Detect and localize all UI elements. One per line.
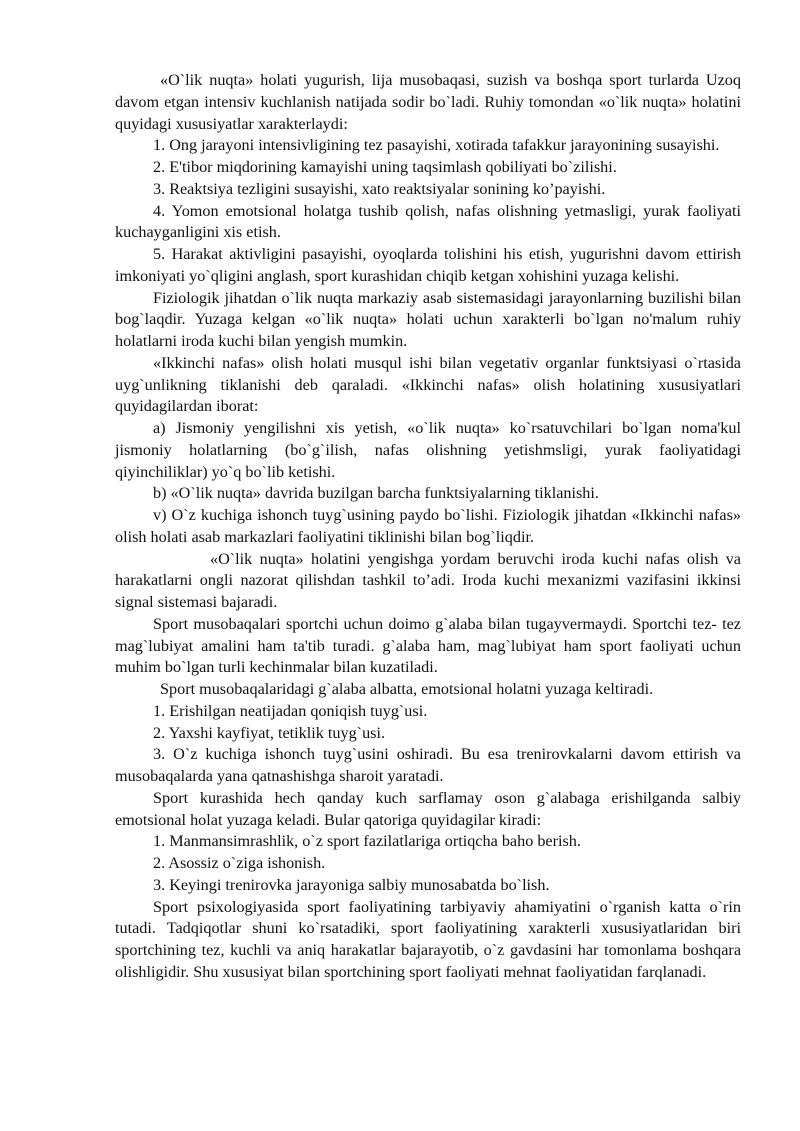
list-item-1: 1. Manmansimrashlik, o`z sport fazilatlariga ortiqcha baho berish. [153, 832, 581, 851]
paragraph-ikkinchi-nafas: «Ikkinchi nafas» olish holati musqul ishi bilan vegetativ organlar funktsiyasi o`rtasida uyg`unlikning tiklanishi deb qaraladi. «Ikkinchi nafas» olish holatining xususiyatlari quyidagilardan iborat: [115, 353, 741, 416]
list-item-a: a) Jismoniy yengilishni xis yetish, «o`lik nuqta» ko`rsatuvchilari bo`lgan noma'kul jismoniy holatlarning (bo`g`ilish, nafas olishning yetishmsligi, yurak faoliyatidagi qiyinchiliklar) yo`q bo`lib ketishi. [115, 419, 741, 481]
list-item-b: b) «O`lik nuqta» davrida buzilgan barcha funktsiyalarning tiklanishi. [153, 484, 599, 503]
paragraph-sport-psixologiyasi: Sport psixologiyasida sport faoliyatining tarbiyaviy ahamiyatini o`rganish katta o`rin tutadi. Tadqiqotlar shuni ko`rsatadiki, sport faoliyatining xarakterli xususiyatlaridan biri sportchining tez, kuchli va aniq harakatlar bajarayotib, o`z gavdasini har tomonlama boshqara olishligidir. Shu xususiyat bilan sportchining sport faoliyati mehnat faoliyatidan farqlanadi. [115, 897, 741, 981]
list-item-3: 3. Reaktsiya tezligini susayishi, xato reaktsiyalar sonining ko’payishi. [153, 179, 606, 198]
paragraph-galaba: Sport musobaqalaridagi g`alaba albatta, emotsional holatni yuzaga keltiradi. [160, 680, 654, 698]
paragraph-salbiy-holat: Sport kurashida hech qanday kuch sarflamay oson g`alabaga erishilganda salbiy emotsional holat yuzaga keladi. Bular qatoriga quyidagilar kiradi: [115, 788, 741, 829]
list-item-5: 5. Harakat aktivligini pasayishi, oyoqlarda tolishini his etish, yugurishni davom ettirish imkoniyati yo`qligini anglash, sport kurashidan chiqib ketgan xohishini yuzaga kelishi. [115, 245, 741, 285]
document-page [115, 70, 741, 984]
list-item-1: 1. Ong jarayoni intensivligining tez pasayishi, xotirada tafakkur jarayonining susayishi. [153, 136, 720, 155]
paragraph-iroda-kuchi: «O`lik nuqta» holatini yengishga yordam beruvchi iroda kuchi nafas olish va harakatlarni ongli nazorat qilishdan tashkil to’adi. Iroda kuchi mexanizmi vazifasini ikkinsi signal sistemasi bajaradi. [115, 549, 741, 611]
list-item-2: 2. Asossiz o`ziga ishonish. [153, 854, 326, 872]
list-item-1: 1. Erishilgan neatijadan qoniqish tuyg`usi. [153, 701, 428, 720]
list-item-2: 2. Yaxshi kayfiyat, tetiklik tuyg`usi. [153, 723, 386, 742]
list-item-2: 2. E'tibor miqdorining kamayishi uning taqsimlash qobiliyati bo`zilishi. [153, 158, 617, 176]
paragraph-sport-musobaqalari: Sport musobaqalari sportchi uchun doimo g`alaba bilan tugayvermaydi. Sportchi tez- tez mag`lubiyat amalini ham ta'tib turadi. g`alaba ham, mag`lubiyat ham sport faoliyati uchun muhim bo`lgan turli kechinmalar bilan kuzatiladi. [115, 614, 741, 677]
paragraph-olik-nuqta-intro: «O`lik nuqta» holati yugurish, lija musobaqasi, suzish va boshqa sport turlarda Uzoq davom etgan intensiv kuchlanish natijada sodir bo`ladi. Ruhiy tomondan «o`lik nuqta» holatini quyidagi xususiyatlar xarakterlaydi: [115, 71, 741, 133]
list-item-v: v) O`z kuchiga ishonch tuyg`usining paydo bo`lishi. Fiziologik jihatdan «Ikkinchi nafas» olish holati asab markazlari faoliyatini tiklinishi bilan bog`liqdir. [115, 506, 741, 546]
list-item-3: 3. O`z kuchiga ishonch tuyg`usini oshiradi. Bu esa trenirovkalarni davom ettirish va musobaqalarda yana qatnashishga sharoit yaratadi. [115, 745, 741, 785]
paragraph-fiziologik: Fiziologik jihatdan o`lik nuqta markaziy asab sistemasidagi jarayonlarning buzilishi bilan bog`laqdir. Yuzaga kelgan «o`lik nuqta» holati uchun xarakterli bo`lgan no'malum ruhiy holatlarni iroda kuchi bilan yengish mumkin. [115, 288, 741, 350]
list-item-4: 4. Yomon emotsional holatga tushib qolish, nafas olishning yetmasligi, yurak faoliyati kuchayganligini xis etish. [115, 201, 741, 242]
list-item-3: 3. Keyingi trenirovka jarayoniga salbiy munosabatda bo`lish. [153, 875, 550, 894]
